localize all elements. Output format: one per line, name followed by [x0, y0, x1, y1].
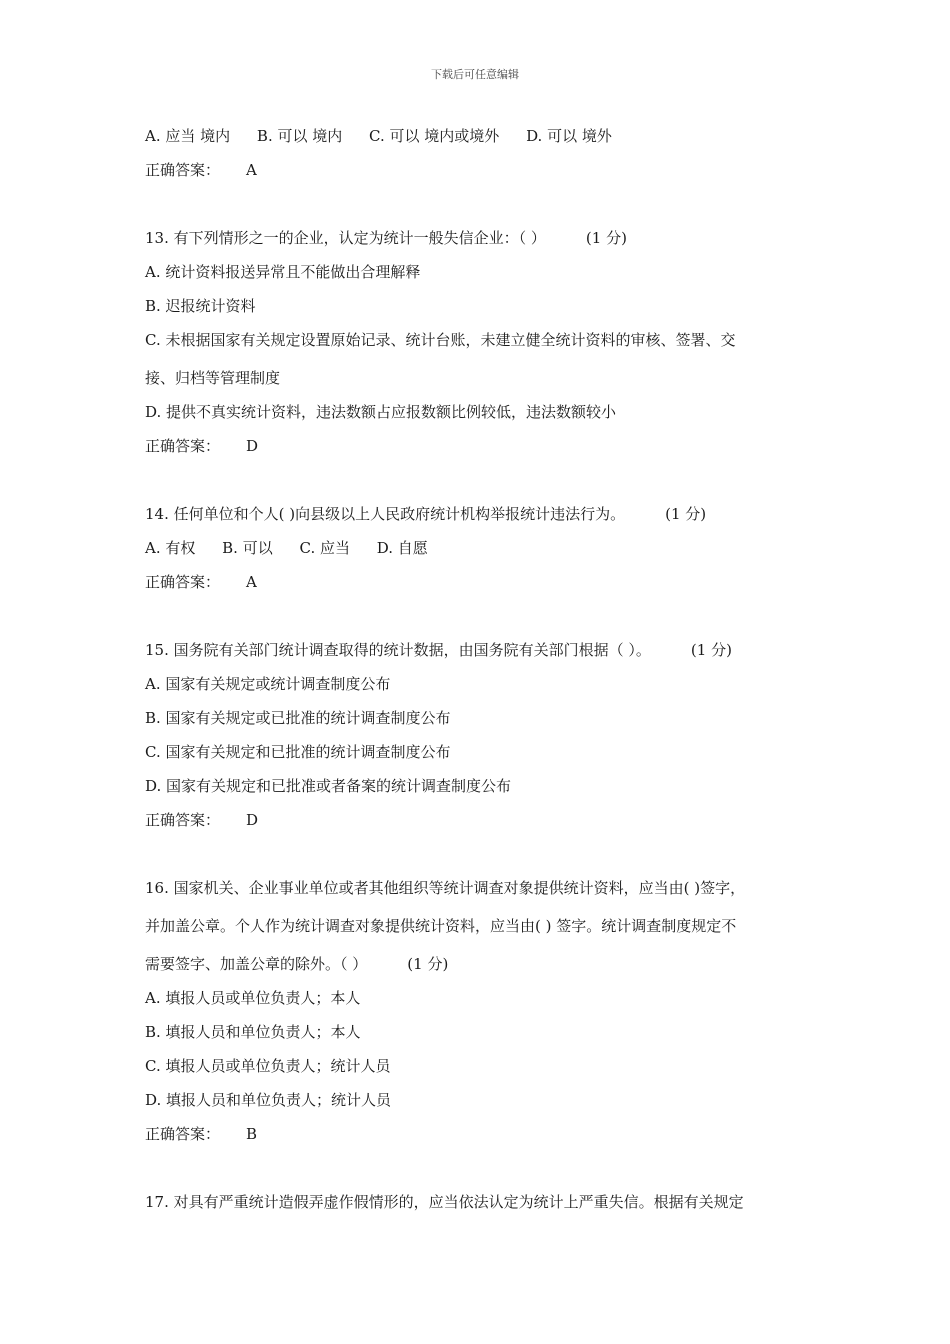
q14-option-a: A. 有权 [145, 539, 196, 557]
q16-option-c: C. 填报人员或单位负责人；统计人员 [145, 1057, 391, 1075]
q14-options-row [145, 536, 815, 570]
answer-value: A [246, 573, 257, 591]
question-score: (1 分) [407, 955, 449, 973]
q12-options-row [145, 124, 815, 158]
answer-label: 正确答案： [145, 161, 221, 179]
q13-option-d: D. 提供不真实统计资料，违法数额占应报数额比例较低，违法数额较小 [145, 403, 617, 421]
q13-answer-row [145, 434, 815, 468]
answer-value: D [246, 811, 259, 829]
q12-answer-row [145, 158, 815, 192]
q14-option-d: D. 自愿 [376, 539, 428, 557]
question-text: 15. 国务院有关部门统计调查取得的统计数据，由国务院有关部门根据（ ）。 [145, 641, 651, 659]
q15-answer-row [145, 808, 815, 842]
q16-stem-line-1: 16. 国家机关、企业事业单位或者其他组织等统计调查对象提供统计资料，应当由( )签字， [145, 879, 746, 897]
document-content [145, 124, 815, 1224]
answer-value: B [246, 1125, 258, 1143]
q16-stem-line-3 [145, 952, 815, 986]
q15-option-c: C. 国家有关规定和已批准的统计调查制度公布 [145, 743, 451, 761]
answer-label: 正确答案： [145, 811, 221, 829]
answer-value: A [246, 161, 257, 179]
q15-stem [145, 638, 815, 672]
q14-answer-row [145, 570, 815, 604]
page-header: 下载后可任意编辑 [431, 68, 519, 81]
q13-option-a: A. 统计资料报送异常且不能做出合理解释 [145, 263, 421, 281]
q15-option-a: A. 国家有关规定或统计调查制度公布 [145, 675, 391, 693]
q12-option-d: D. 可以 境外 [526, 127, 612, 145]
q15-option-b: B. 国家有关规定或已批准的统计调查制度公布 [145, 709, 451, 727]
answer-label: 正确答案： [145, 1125, 221, 1143]
question-score: (1 分) [585, 229, 627, 247]
q13-option-c: C. 未根据国家有关规定设置原始记录、统计台账，未建立健全统计资料的审核、签署、交 [145, 331, 736, 349]
answer-label: 正确答案： [145, 437, 221, 455]
question-score: (1 分) [665, 505, 707, 523]
q15-option-d: D. 国家有关规定和已批准或者备案的统计调查制度公布 [145, 777, 512, 795]
question-text: 13. 有下列情形之一的企业，认定为统计一般失信企业：（ ） [145, 229, 546, 247]
question-text: 需要签字、加盖公章的除外。（ ） [145, 955, 368, 973]
q14-option-b: B. 可以 [222, 539, 273, 557]
q12-option-c: C. 可以 境内或境外 [369, 127, 500, 145]
answer-value: D [246, 437, 259, 455]
q13-stem [145, 226, 815, 260]
q16-option-b: B. 填报人员和单位负责人；本人 [145, 1023, 361, 1041]
question-text: 14. 任何单位和个人( )向县级以上人民政府统计机构举报统计违法行为。 [145, 505, 626, 523]
answer-label: 正确答案： [145, 573, 221, 591]
question-score: (1 分) [690, 641, 732, 659]
q13-option-b: B. 迟报统计资料 [145, 297, 256, 315]
q16-option-a: A. 填报人员或单位负责人；本人 [145, 989, 361, 1007]
q16-answer-row [145, 1122, 815, 1156]
q16-stem-line-2: 并加盖公章。个人作为统计调查对象提供统计资料，应当由( ) 签字。统计调查制度规定不 [145, 917, 737, 935]
q17-stem: 17. 对具有严重统计造假弄虚作假情形的，应当依法认定为统计上严重失信。根据有关规定 [145, 1193, 744, 1211]
q14-option-c: C. 应当 [299, 539, 350, 557]
q16-option-d: D. 填报人员和单位负责人；统计人员 [145, 1091, 392, 1109]
q13-option-c-continued: 接、归档等管理制度 [145, 369, 281, 387]
q12-option-b: B. 可以 境内 [256, 127, 343, 145]
q12-option-a: A. 应当 境内 [145, 127, 231, 145]
q14-stem [145, 502, 815, 536]
